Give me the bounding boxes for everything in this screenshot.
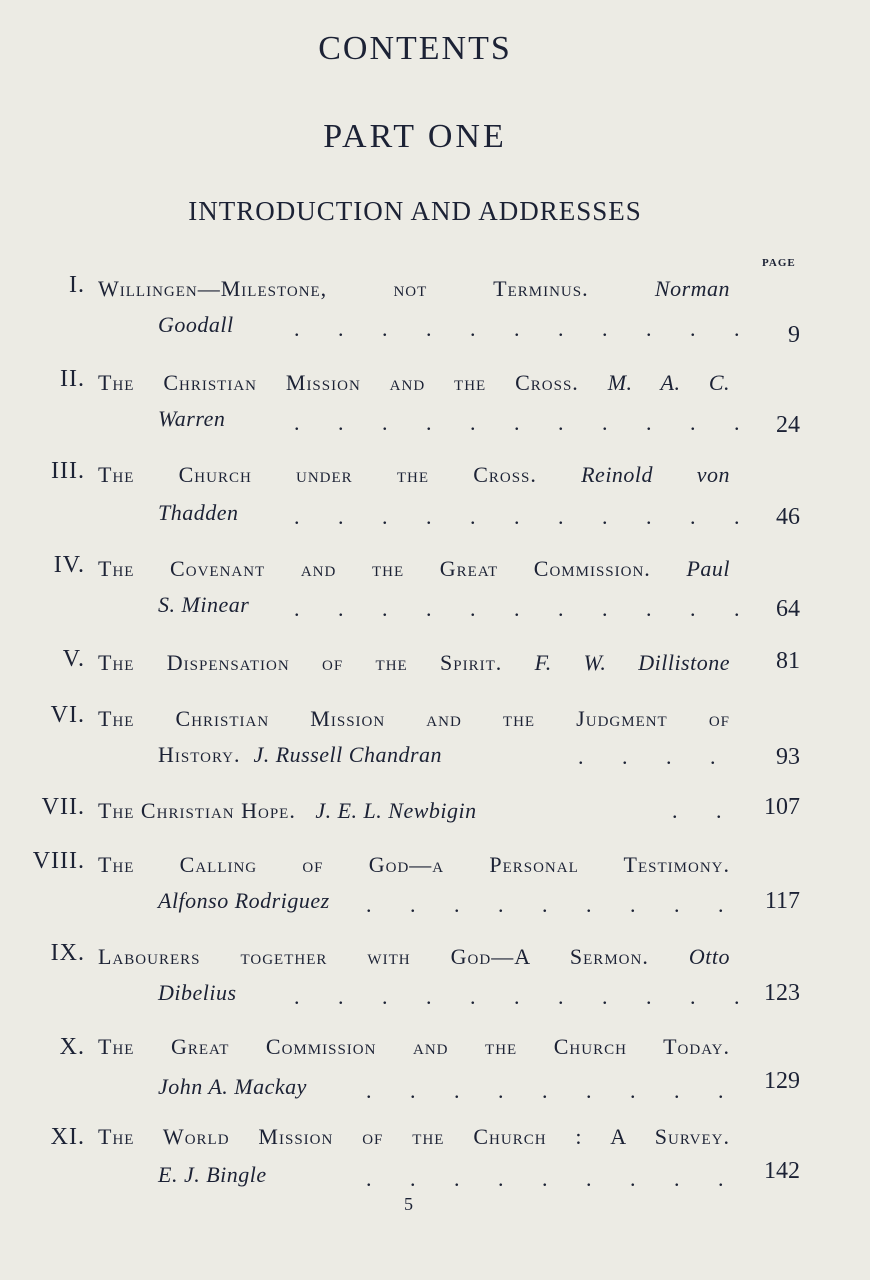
page-number: 46 xyxy=(776,504,800,530)
chapter-title-line xyxy=(98,706,730,732)
chapter-author: Paul xyxy=(686,556,731,581)
chapter-title: The Christian Mission and the Cross. xyxy=(98,370,579,395)
chapter-title-line xyxy=(98,1034,730,1060)
chapter-author-continued: Dibelius xyxy=(158,980,237,1005)
chapter-title-line xyxy=(98,944,730,970)
chapter-title-line xyxy=(98,370,730,396)
chapter-author-continued: Goodall xyxy=(158,312,234,337)
chapter-author: J. Russell Chandran xyxy=(253,742,443,767)
dot-leader: . . . . . . . . . . . xyxy=(294,984,740,1009)
chapter-number: VI. xyxy=(50,702,85,728)
dot-leader: . . . . xyxy=(578,744,716,769)
chapter-number: VII. xyxy=(41,794,85,820)
chapter-title-line xyxy=(98,650,730,676)
chapter-number: IV. xyxy=(53,552,85,578)
dot-leader: . . . . . . . . . . . xyxy=(294,410,740,435)
chapter-author: Otto xyxy=(688,944,731,969)
chapter-author-continued: Thadden xyxy=(158,500,239,525)
dot-leader: . . . . . . . . . xyxy=(366,1078,724,1103)
page-number: 117 xyxy=(764,888,800,914)
chapter-title: The Christian Mission and the Judgment of xyxy=(98,706,730,731)
dot-leader: . . xyxy=(672,798,722,823)
chapter-title: The World Mission of the Church : A Survey. xyxy=(98,1124,730,1149)
section-heading: INTRODUCTION AND ADDRESSES xyxy=(188,196,642,226)
page-column-label: PAGE xyxy=(762,257,796,269)
chapter-author: Norman xyxy=(654,276,731,301)
dot-leader: . . . . . . . . . . . xyxy=(294,316,740,341)
chapter-title: The Church under the Cross. xyxy=(98,462,537,487)
page-number: 64 xyxy=(776,596,800,622)
chapter-author: E. J. Bingle xyxy=(158,1162,267,1187)
chapter-title: The Dispensation of the Spirit. xyxy=(98,650,503,675)
chapter-title: The Calling of God—a Personal Testimony. xyxy=(98,852,730,877)
dot-leader: . . . . . . . . . . . xyxy=(294,504,740,529)
part-heading: PART ONE xyxy=(323,118,507,155)
chapter-title-line xyxy=(98,798,477,824)
dot-leader: . . . . . . . . . xyxy=(366,1166,724,1191)
chapter-number: III. xyxy=(51,458,85,484)
dot-leader: . . . . . . . . . . . xyxy=(294,596,740,621)
chapter-number: VIII. xyxy=(32,848,85,874)
chapter-title-line xyxy=(98,1124,730,1150)
page-number: 107 xyxy=(764,794,800,820)
chapter-author: Alfonso Rodriguez xyxy=(158,888,330,913)
chapter-number: II. xyxy=(60,366,85,392)
chapter-title-line xyxy=(98,462,730,488)
page-number: 93 xyxy=(776,744,800,770)
chapter-title-continued: History. xyxy=(158,742,241,767)
chapter-author-continued: S. Minear xyxy=(158,592,250,617)
chapter-number: I. xyxy=(69,272,85,298)
contents-heading: CONTENTS xyxy=(318,30,512,67)
chapter-author: Reinold von xyxy=(581,462,730,487)
chapter-title-line xyxy=(98,556,730,582)
chapter-title: Labourers together with God—A Sermon. xyxy=(98,944,649,969)
page-number: 129 xyxy=(764,1068,800,1094)
folio-page-number: 5 xyxy=(404,1194,413,1214)
chapter-author: J. E. L. Newbigin xyxy=(315,798,477,823)
chapter-author-continued: Warren xyxy=(158,406,226,431)
dot-leader: . . . . . . . . . xyxy=(366,892,724,917)
page-number: 9 xyxy=(788,322,800,348)
chapter-title: The Christian Hope. xyxy=(98,798,296,823)
chapter-author: F. W. Dillistone xyxy=(534,650,730,675)
chapter-number: IX. xyxy=(50,940,85,966)
page-number: 142 xyxy=(764,1158,800,1184)
chapter-author: M. A. C. xyxy=(607,370,731,395)
chapter-title: Willingen—Milestone, not Terminus. xyxy=(98,276,589,301)
chapter-author: John A. Mackay xyxy=(158,1074,307,1099)
chapter-title: The Great Commission and the Church Today. xyxy=(98,1034,730,1059)
page-number: 81 xyxy=(776,648,800,674)
chapter-number: X. xyxy=(59,1034,85,1060)
chapter-number: V. xyxy=(62,646,85,672)
chapter-title-continued-line xyxy=(158,742,442,768)
chapter-title-line xyxy=(98,852,730,878)
chapter-title-line xyxy=(98,276,730,302)
chapter-title: The Covenant and the Great Commission. xyxy=(98,556,651,581)
page-number: 123 xyxy=(764,980,800,1006)
page-number: 24 xyxy=(776,412,800,438)
chapter-number: XI. xyxy=(50,1124,85,1150)
